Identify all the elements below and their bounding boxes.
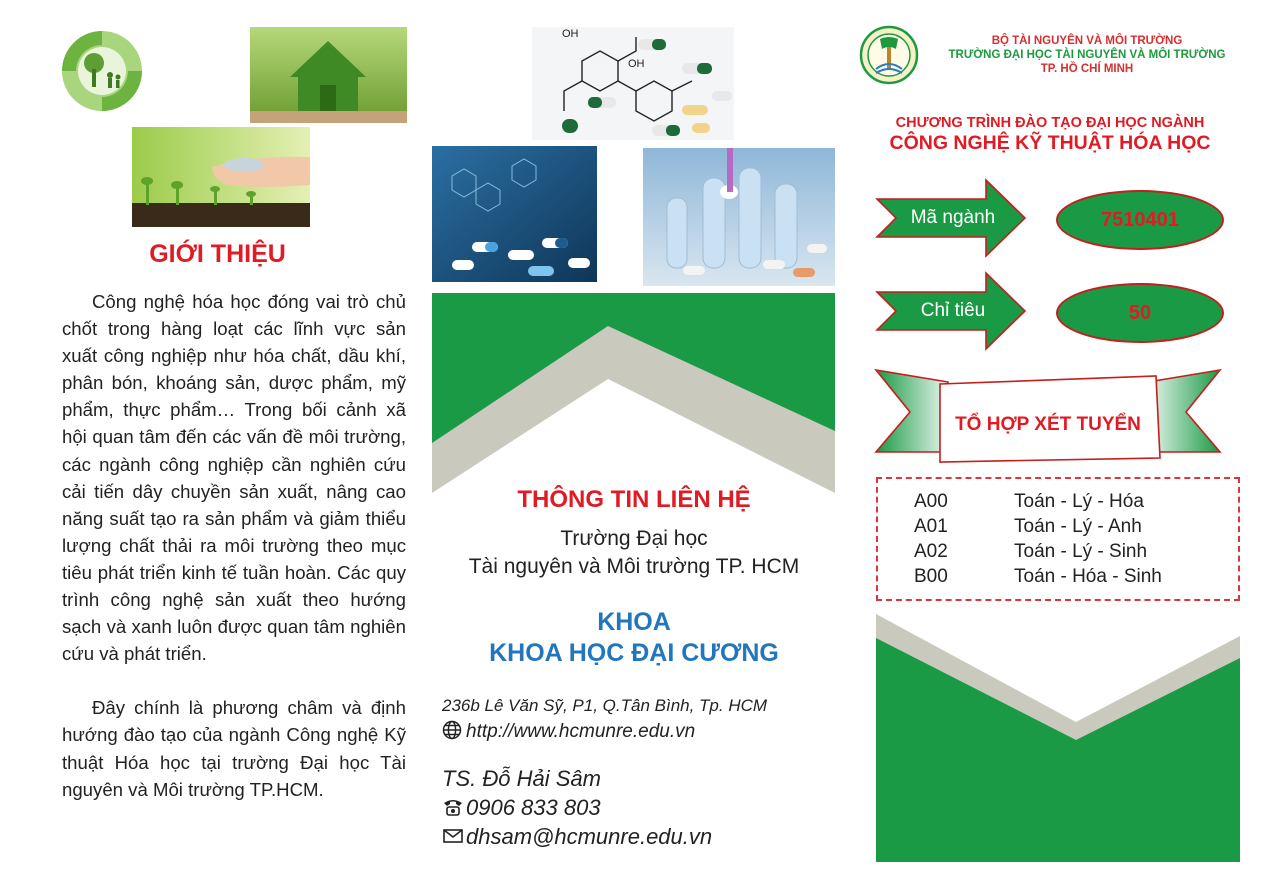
program-heading: CHƯƠNG TRÌNH ĐÀO TẠO ĐẠI HỌC NGÀNH [895, 115, 1205, 131]
university-name-line1: Trường Đại học [560, 527, 708, 550]
ministry-name: BỘ TÀI NGUYÊN VÀ MÔI TRƯỜNG [991, 35, 1183, 47]
fertilizer-hand-photo [132, 127, 310, 227]
phone-line [442, 795, 601, 821]
envelope-icon [442, 825, 464, 847]
major-code-value: 7510401 [1056, 190, 1224, 250]
website-line [442, 720, 695, 743]
quota-value: 50 [1056, 283, 1224, 343]
combo-row [914, 516, 1142, 538]
quota-label: Chỉ tiêu [920, 300, 986, 321]
combos-title: TỔ HỢP XÉT TUYỂN [955, 414, 1141, 435]
address-text: 236b Lê Văn Sỹ, P1, Q.Tân Bình, Tp. HCM [442, 696, 768, 715]
university-logo [858, 25, 920, 85]
green-house-photo [250, 27, 407, 123]
combo-row [914, 491, 1144, 513]
combo-code: A00 [914, 491, 948, 512]
faculty-label: KHOA [597, 608, 671, 636]
intro-title: GIỚI THIỆU [149, 240, 286, 268]
combo-subjects: Toán - Lý - Hóa [1014, 491, 1144, 512]
chevron-banner-right [876, 614, 1240, 862]
major-code-label: Mã ngành [910, 207, 996, 228]
intro-paragraph-2: Đây chính là phương châm và định hướng đào tạo của ngành Công nghệ Kỹ thuật Hóa học tại trường Đại học Tài nguyên và Môi trường TP.HCM. [62, 697, 406, 800]
website-link[interactable]: http://www.hcmunre.edu.vn [466, 721, 696, 742]
combos-list [876, 477, 1240, 601]
ministry-header [922, 34, 1252, 76]
svg-text:OH: OH [562, 28, 579, 40]
email-line [442, 824, 712, 850]
combo-code: B00 [914, 566, 948, 587]
combo-code: A01 [914, 516, 948, 537]
combo-subjects: Toán - Hóa - Sinh [1014, 566, 1162, 587]
combo-subjects: Toán - Lý - Anh [1014, 516, 1142, 537]
email-address[interactable]: dhsam@hcmunre.edu.vn [466, 824, 713, 849]
blue-pills-photo [432, 146, 597, 282]
intro-paragraph-1: Công nghệ hóa học đóng vai trò chủ chốt trong hàng loạt các lĩnh vực sản xuất công nghiệp như hóa chất, dầu khí, phân bón, khoáng sản, dược phẩm, mỹ phẩm, thực phẩm… Trong bối cảnh xã hội quan tâm đến các vấn đề môi trường, các ngành công nghiệp cần nghiên cứu cải tiến dây chuyền sản xuất, nâng cao năng suất tạo ra sản phẩm và giảm thiểu lượng chất thải ra môi trường theo mục tiêu phát triển kinh tế tuần hoàn. Các quy trình công nghệ sản xuất theo hướng sạch và xanh luôn được quan tâm nghiên cứu và phát triển. [62, 291, 406, 665]
contact-title: THÔNG TIN LIÊN HỆ [517, 486, 751, 513]
contact-person: TS. Đỗ Hải Sâm [442, 766, 601, 791]
combo-row [914, 566, 1162, 588]
lab-tubes-photo [643, 148, 835, 286]
combo-subjects: Toán - Lý - Sinh [1014, 541, 1148, 562]
faculty-name: KHOA HỌC ĐẠI CƯƠNG [489, 639, 779, 667]
svg-text:OH: OH [628, 58, 645, 70]
program-major: CÔNG NGHỆ KỸ THUẬT HÓA HỌC [889, 132, 1211, 154]
city-name: TP. HỒ CHÍ MINH [1040, 63, 1134, 75]
combo-row [914, 541, 1147, 563]
university-name: TRƯỜNG ĐẠI HỌC TÀI NGUYÊN VÀ MÔI TRƯỜNG [948, 49, 1226, 61]
recycle-family-photo [40, 25, 158, 113]
phone-icon [442, 796, 464, 818]
globe-icon [442, 720, 464, 742]
university-name-line2: Tài nguyên và Môi trường TP. HCM [468, 555, 800, 578]
phone-number[interactable]: 0906 833 803 [466, 795, 601, 820]
molecule-pills-photo [532, 27, 734, 140]
intro-body [62, 288, 406, 803]
combo-code: A02 [914, 541, 948, 562]
